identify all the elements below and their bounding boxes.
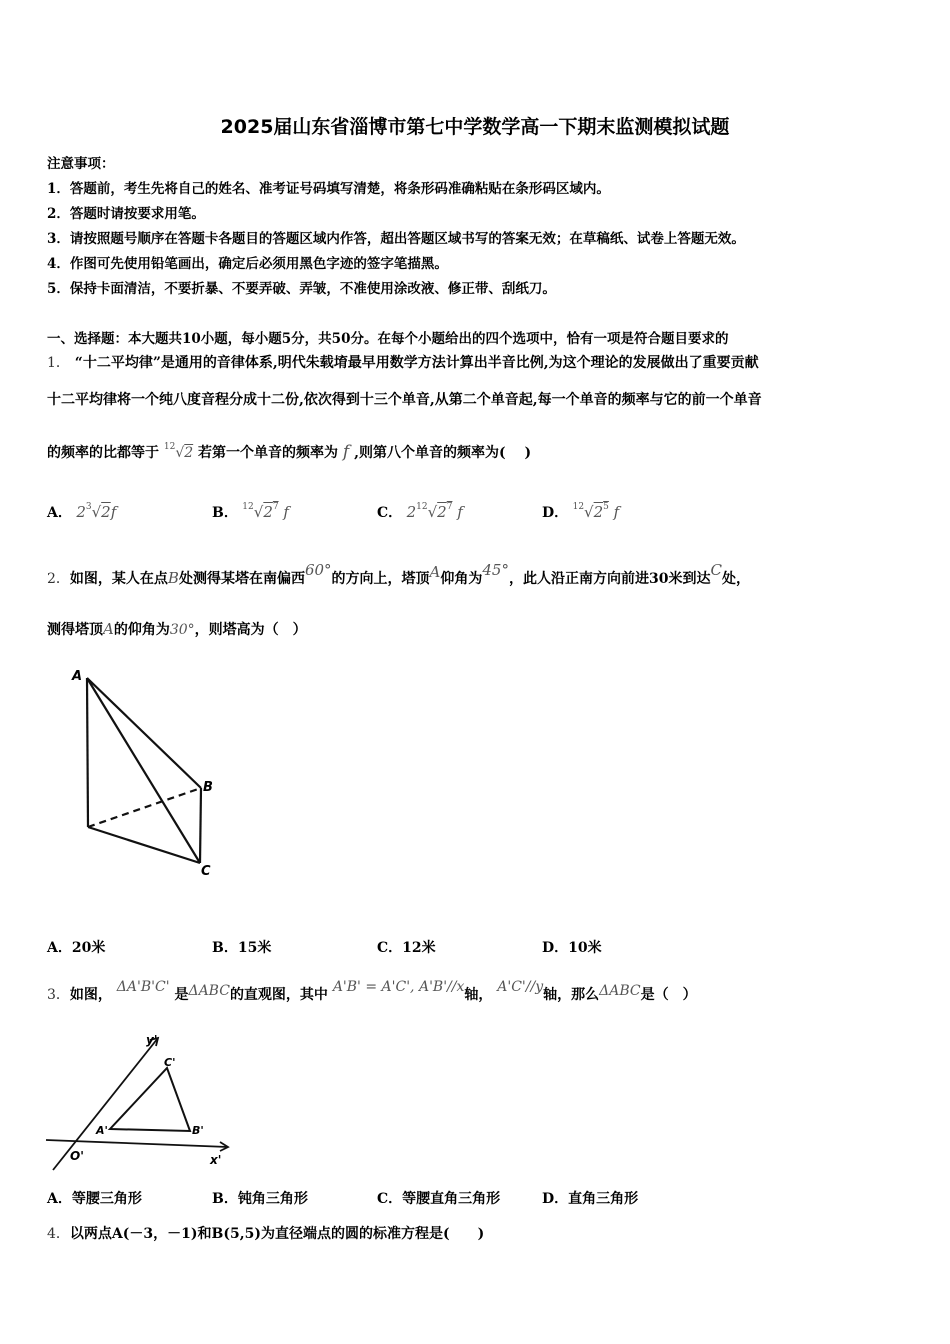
option-c[interactable] xyxy=(377,1188,500,1208)
label-a: A' xyxy=(96,1124,108,1137)
math-f: f xyxy=(342,442,350,462)
option-label: B． xyxy=(212,505,238,521)
question-text: 的直观图，其中 xyxy=(229,987,328,1003)
question-text: “十二平均律”是通用的音律体系,明代朱载堉最早用数学方法计算出半音比例,为这个理论的发展做出了重要贡献 xyxy=(74,355,759,371)
option-label: D． xyxy=(542,940,569,956)
question-4-line-1 xyxy=(47,1223,484,1243)
notice-item: 1．答题前，考生先将自己的姓名、准考证号码填写清楚，将条形码准确粘贴在条形码区域内。 xyxy=(47,181,610,197)
option-label: B． xyxy=(212,940,238,956)
question-number: 2． xyxy=(47,571,70,587)
math-angle-60: 60° xyxy=(304,561,332,579)
notice-item: 5．保持卡面清洁，不要折暴、不要弄破、弄皱，不准使用涂改液、修正带、刮纸刀。 xyxy=(47,281,556,297)
edge-base-c xyxy=(88,827,200,863)
option-d[interactable] xyxy=(542,1188,638,1208)
math-point-c: C xyxy=(710,561,722,579)
option-label: D． xyxy=(542,505,569,521)
math-f: f xyxy=(110,503,117,521)
question-text: 以两点A(－3，－1)和B(5,5)为直径端点的圆的标准方程是( ) xyxy=(69,1226,485,1242)
radicand: 2 xyxy=(184,445,194,461)
math-triangle-prime: ΔA'B'C' xyxy=(116,979,170,995)
label-y: y' xyxy=(146,1033,158,1047)
notice-item: 4．作图可先使用铅笔画出，确定后必须用黑色字迹的签字笔描黑。 xyxy=(47,256,448,272)
question-number: 1． xyxy=(47,355,70,371)
label-a: A xyxy=(72,669,83,684)
math-point-a: A xyxy=(429,563,441,581)
math-angle-45: 45° xyxy=(482,561,509,579)
root-index: 3 xyxy=(85,502,92,512)
math-f: f xyxy=(613,503,620,521)
page-title: 2025届山东省淄博市第七中学数学高一下期末监测模拟试题 xyxy=(220,116,730,138)
math-triangle-abc: ΔABC xyxy=(188,983,230,999)
radicand: 2 xyxy=(263,503,273,521)
question-text: 处， xyxy=(721,571,750,587)
radicand: 2 xyxy=(437,503,447,521)
label-b: B' xyxy=(192,1124,204,1137)
question-text: 的方向上，塔顶 xyxy=(331,571,430,587)
math-angle-30: 30° xyxy=(169,622,195,638)
option-d[interactable] xyxy=(542,937,602,957)
option-a[interactable] xyxy=(47,1188,142,1208)
question-text: 是 xyxy=(174,987,189,1003)
question-text: 轴，那么 xyxy=(543,987,600,1003)
math-condition-1: A'B' = A'C', A'B'//x xyxy=(332,979,465,995)
option-text: 直角三角形 xyxy=(568,1191,639,1207)
option-a[interactable] xyxy=(47,937,105,957)
root-index: 12 xyxy=(163,442,176,452)
question-2-line-1 xyxy=(47,561,750,588)
label-c: C' xyxy=(164,1056,176,1069)
y-axis xyxy=(53,1038,158,1170)
exponent: 5 xyxy=(603,502,609,512)
option-text: 15米 xyxy=(237,940,272,956)
question-text: 仰角为 xyxy=(440,571,483,587)
label-b: B xyxy=(203,780,213,795)
tower-figure xyxy=(60,660,230,885)
math-f: f xyxy=(283,503,289,521)
edge-bc xyxy=(200,788,201,863)
coef: 2 xyxy=(406,503,417,521)
question-text: ,则第八个单音的频率为( ) xyxy=(354,445,532,461)
label-c: C xyxy=(201,864,211,879)
math-point-a: A xyxy=(103,620,114,638)
question-text: ，则塔高为（ ） xyxy=(194,622,307,638)
option-b[interactable]: B． $^{12}√2^7$ f xyxy=(212,502,289,521)
notice-item: 2．答题时请按要求用笔。 xyxy=(47,206,205,222)
option-label: C． xyxy=(377,505,403,521)
question-text: 处测得某塔在南偏西 xyxy=(178,571,305,587)
label-x: x' xyxy=(210,1153,222,1167)
triangle-a-b-c xyxy=(110,1068,190,1131)
question-text: 的频率的比都等于 xyxy=(47,445,159,461)
question-3-line-1 xyxy=(47,979,697,1004)
edge-base-b-dashed xyxy=(88,788,201,827)
coef: 2 xyxy=(76,503,86,521)
question-text: 是（ ） xyxy=(640,987,697,1003)
question-text: 如图， xyxy=(69,987,112,1003)
option-label: C． xyxy=(377,940,403,956)
option-c[interactable] xyxy=(377,937,436,957)
question-number: 4． xyxy=(47,1226,70,1242)
radicand: 2 xyxy=(101,503,111,521)
root-index: 12 xyxy=(242,502,254,512)
option-label: A． xyxy=(47,1191,72,1207)
option-label: A． xyxy=(47,505,72,521)
option-text: 等腰直角三角形 xyxy=(402,1191,501,1207)
question-2-line-2 xyxy=(47,619,307,639)
section-heading: 一、选择题：本大题共10小题，每小题5分，共50分。在每个小题给出的四个选项中，恰有一项是符合题目要求的 xyxy=(47,331,729,347)
question-text: 的仰角为 xyxy=(113,622,170,638)
exponent: 7 xyxy=(446,502,453,512)
option-text: 10米 xyxy=(568,940,602,956)
question-1-line-1 xyxy=(47,352,759,372)
label-o: O' xyxy=(70,1149,84,1163)
radicand: 2 xyxy=(593,503,604,521)
option-label: B． xyxy=(212,1191,238,1207)
question-number: 3． xyxy=(47,987,70,1003)
option-a[interactable]: A． $2^3√2f$ xyxy=(47,502,117,521)
math-f: f xyxy=(457,503,463,521)
option-text: 20米 xyxy=(71,940,106,956)
root-index: 12 xyxy=(572,502,585,512)
oblique-figure xyxy=(40,1030,240,1175)
notice-item: 3．请按照题号顺序在答题卡各题目的答题区域内作答，超出答题区域书写的答案无效；在草稿纸、试卷上答题无效。 xyxy=(47,231,745,247)
option-text: 钝角三角形 xyxy=(237,1191,308,1207)
option-label: D． xyxy=(542,1191,569,1207)
question-text: ，此人沿正南方向前进30米到达 xyxy=(508,571,711,587)
math-root-12: $^{12}$√2 xyxy=(163,442,194,461)
question-text: 若第一个单音的频率为 xyxy=(198,445,339,461)
math-condition-2: A'C'//y xyxy=(497,979,544,995)
question-text: 测得塔顶 xyxy=(47,622,103,638)
root-index: 12 xyxy=(416,502,428,512)
option-label: A． xyxy=(47,940,72,956)
option-c[interactable]: C． $2^{12}√2^7$ f xyxy=(377,502,463,521)
exponent: 7 xyxy=(272,502,279,512)
notice-heading: 注意事项： xyxy=(47,156,115,172)
math-point-b: B xyxy=(167,569,179,587)
option-d[interactable]: D． $^{12}√2^5$ f xyxy=(542,502,620,521)
option-b[interactable] xyxy=(212,937,271,957)
option-b[interactable] xyxy=(212,1188,308,1208)
question-1-line-3 xyxy=(47,442,531,462)
question-text: 轴， xyxy=(464,987,493,1003)
math-triangle-abc: ΔABC xyxy=(599,983,641,999)
question-1-line-2: 十二平均律将一个纯八度音程分成十二份,依次得到十三个单音,从第二个单音起,每一个单音的频率与它的前一个单音 xyxy=(47,392,762,408)
option-label: C． xyxy=(377,1191,403,1207)
question-text: 如图，某人在点 xyxy=(69,571,168,587)
tower-edge-ac-base xyxy=(87,678,88,827)
option-text: 12米 xyxy=(402,940,436,956)
option-text: 等腰三角形 xyxy=(71,1191,142,1207)
